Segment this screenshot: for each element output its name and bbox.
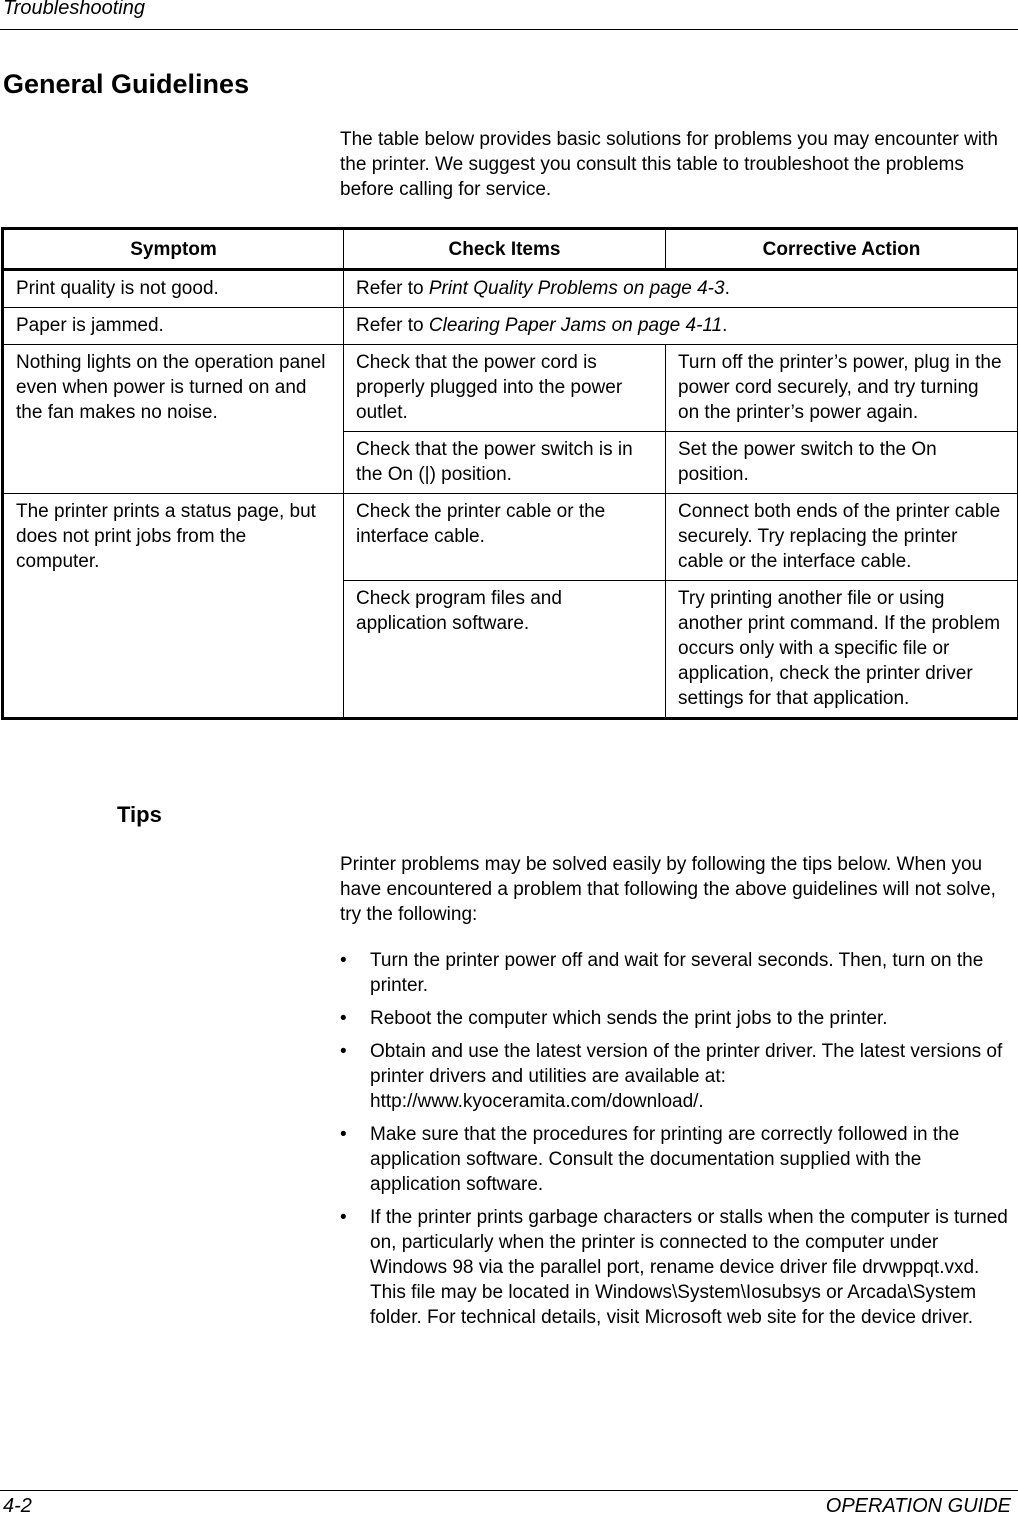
table-row (3, 345, 1018, 432)
table-row (3, 308, 1018, 345)
list-item (340, 948, 1016, 998)
tip-text: Turn the printer power off and wait for several seconds. Then, turn on the printer. (370, 950, 983, 996)
bullet-icon: • (340, 1122, 347, 1147)
column-header-corrective-action: Corrective Action (666, 229, 1018, 270)
column-header-check-items: Check Items (344, 229, 666, 270)
symptom-cell: Print quality is not good. (3, 270, 344, 308)
reference-suffix: . (725, 278, 730, 299)
footer-rule (0, 1490, 1018, 1491)
tip-text: Make sure that the procedures for printing are correctly followed in the application software. Consult the documentation supplied with the application software. (370, 1124, 959, 1195)
running-header-title: Troubleshooting (3, 0, 145, 20)
page-number: 4-2 (3, 1495, 32, 1518)
table-row (3, 494, 1018, 581)
corrective-action-cell: Turn off the printer’s power, plug in the power cord securely, and try turning on the printer’s power again. (666, 345, 1018, 432)
tip-text: Obtain and use the latest version of the printer driver. The latest versions of printer drivers and utilities are available at: http://www.kyoceramita.com/download/. (370, 1041, 1002, 1112)
reference-prefix: Refer to (356, 278, 429, 299)
bullet-icon: • (340, 1205, 347, 1230)
reference-suffix: . (722, 315, 727, 336)
reference-cell (344, 270, 1018, 308)
table-header-row (3, 229, 1018, 270)
tips-intro: Printer problems may be solved easily by following the tips below. When you have encountered a problem that following the above guidelines will not solve, try the following: (340, 852, 1016, 927)
reference-prefix: Refer to (356, 315, 429, 336)
bullet-icon: • (340, 1039, 347, 1064)
check-item-cell: Check that the power cord is properly plugged into the power outlet. (344, 345, 666, 432)
header-rule (0, 29, 1018, 30)
section-title: General Guidelines (3, 69, 249, 100)
tip-text: If the printer prints garbage characters or stalls when the computer is turned on, particularly when the printer is connected to the computer under Windows 98 via the parallel port, rename device driver file drvwppqt.vxd. This file may be located in Windows\System\Iosubsys or Arcada\System folder. For technical details, visit Microsoft web site for the device driver. (370, 1207, 1008, 1328)
cross-reference-link[interactable]: Clearing Paper Jams on page 4-11 (429, 315, 722, 336)
column-header-symptom: Symptom (3, 229, 344, 270)
corrective-action-cell: Set the power switch to the On position. (666, 432, 1018, 494)
guide-name: OPERATION GUIDE (826, 1495, 1011, 1518)
list-item (340, 1039, 1016, 1114)
list-item (340, 1205, 1016, 1330)
cross-reference-link[interactable]: Print Quality Problems on page 4-3 (429, 278, 725, 299)
symptom-cell: Paper is jammed. (3, 308, 344, 345)
check-item-cell: Check that the power switch is in the On (|) position. (344, 432, 666, 494)
tips-title: Tips (117, 802, 162, 828)
troubleshooting-table (1, 227, 1018, 720)
table-row (3, 270, 1018, 308)
list-item (340, 1122, 1016, 1197)
list-item (340, 1006, 1016, 1031)
corrective-action-cell: Connect both ends of the printer cable securely. Try replacing the printer cable or the interface cable. (666, 494, 1018, 581)
bullet-icon: • (340, 948, 347, 973)
check-item-cell: Check the printer cable or the interface cable. (344, 494, 666, 581)
reference-cell (344, 308, 1018, 345)
tip-text: Reboot the computer which sends the print jobs to the printer. (370, 1008, 888, 1029)
symptom-cell: Nothing lights on the operation panel even when power is turned on and the fan makes no noise. (3, 345, 344, 494)
bullet-icon: • (340, 1006, 347, 1031)
symptom-cell: The printer prints a status page, but does not print jobs from the computer. (3, 494, 344, 719)
tips-list (340, 948, 1016, 1338)
check-item-cell: Check program files and application software. (344, 581, 666, 719)
corrective-action-cell: Try printing another file or using another print command. If the problem occurs only with a specific file or application, check the printer driver settings for that application. (666, 581, 1018, 719)
section-intro: The table below provides basic solutions for problems you may encounter with the printer. We suggest you consult this table to troubleshoot the problems before calling for service. (340, 127, 1018, 202)
